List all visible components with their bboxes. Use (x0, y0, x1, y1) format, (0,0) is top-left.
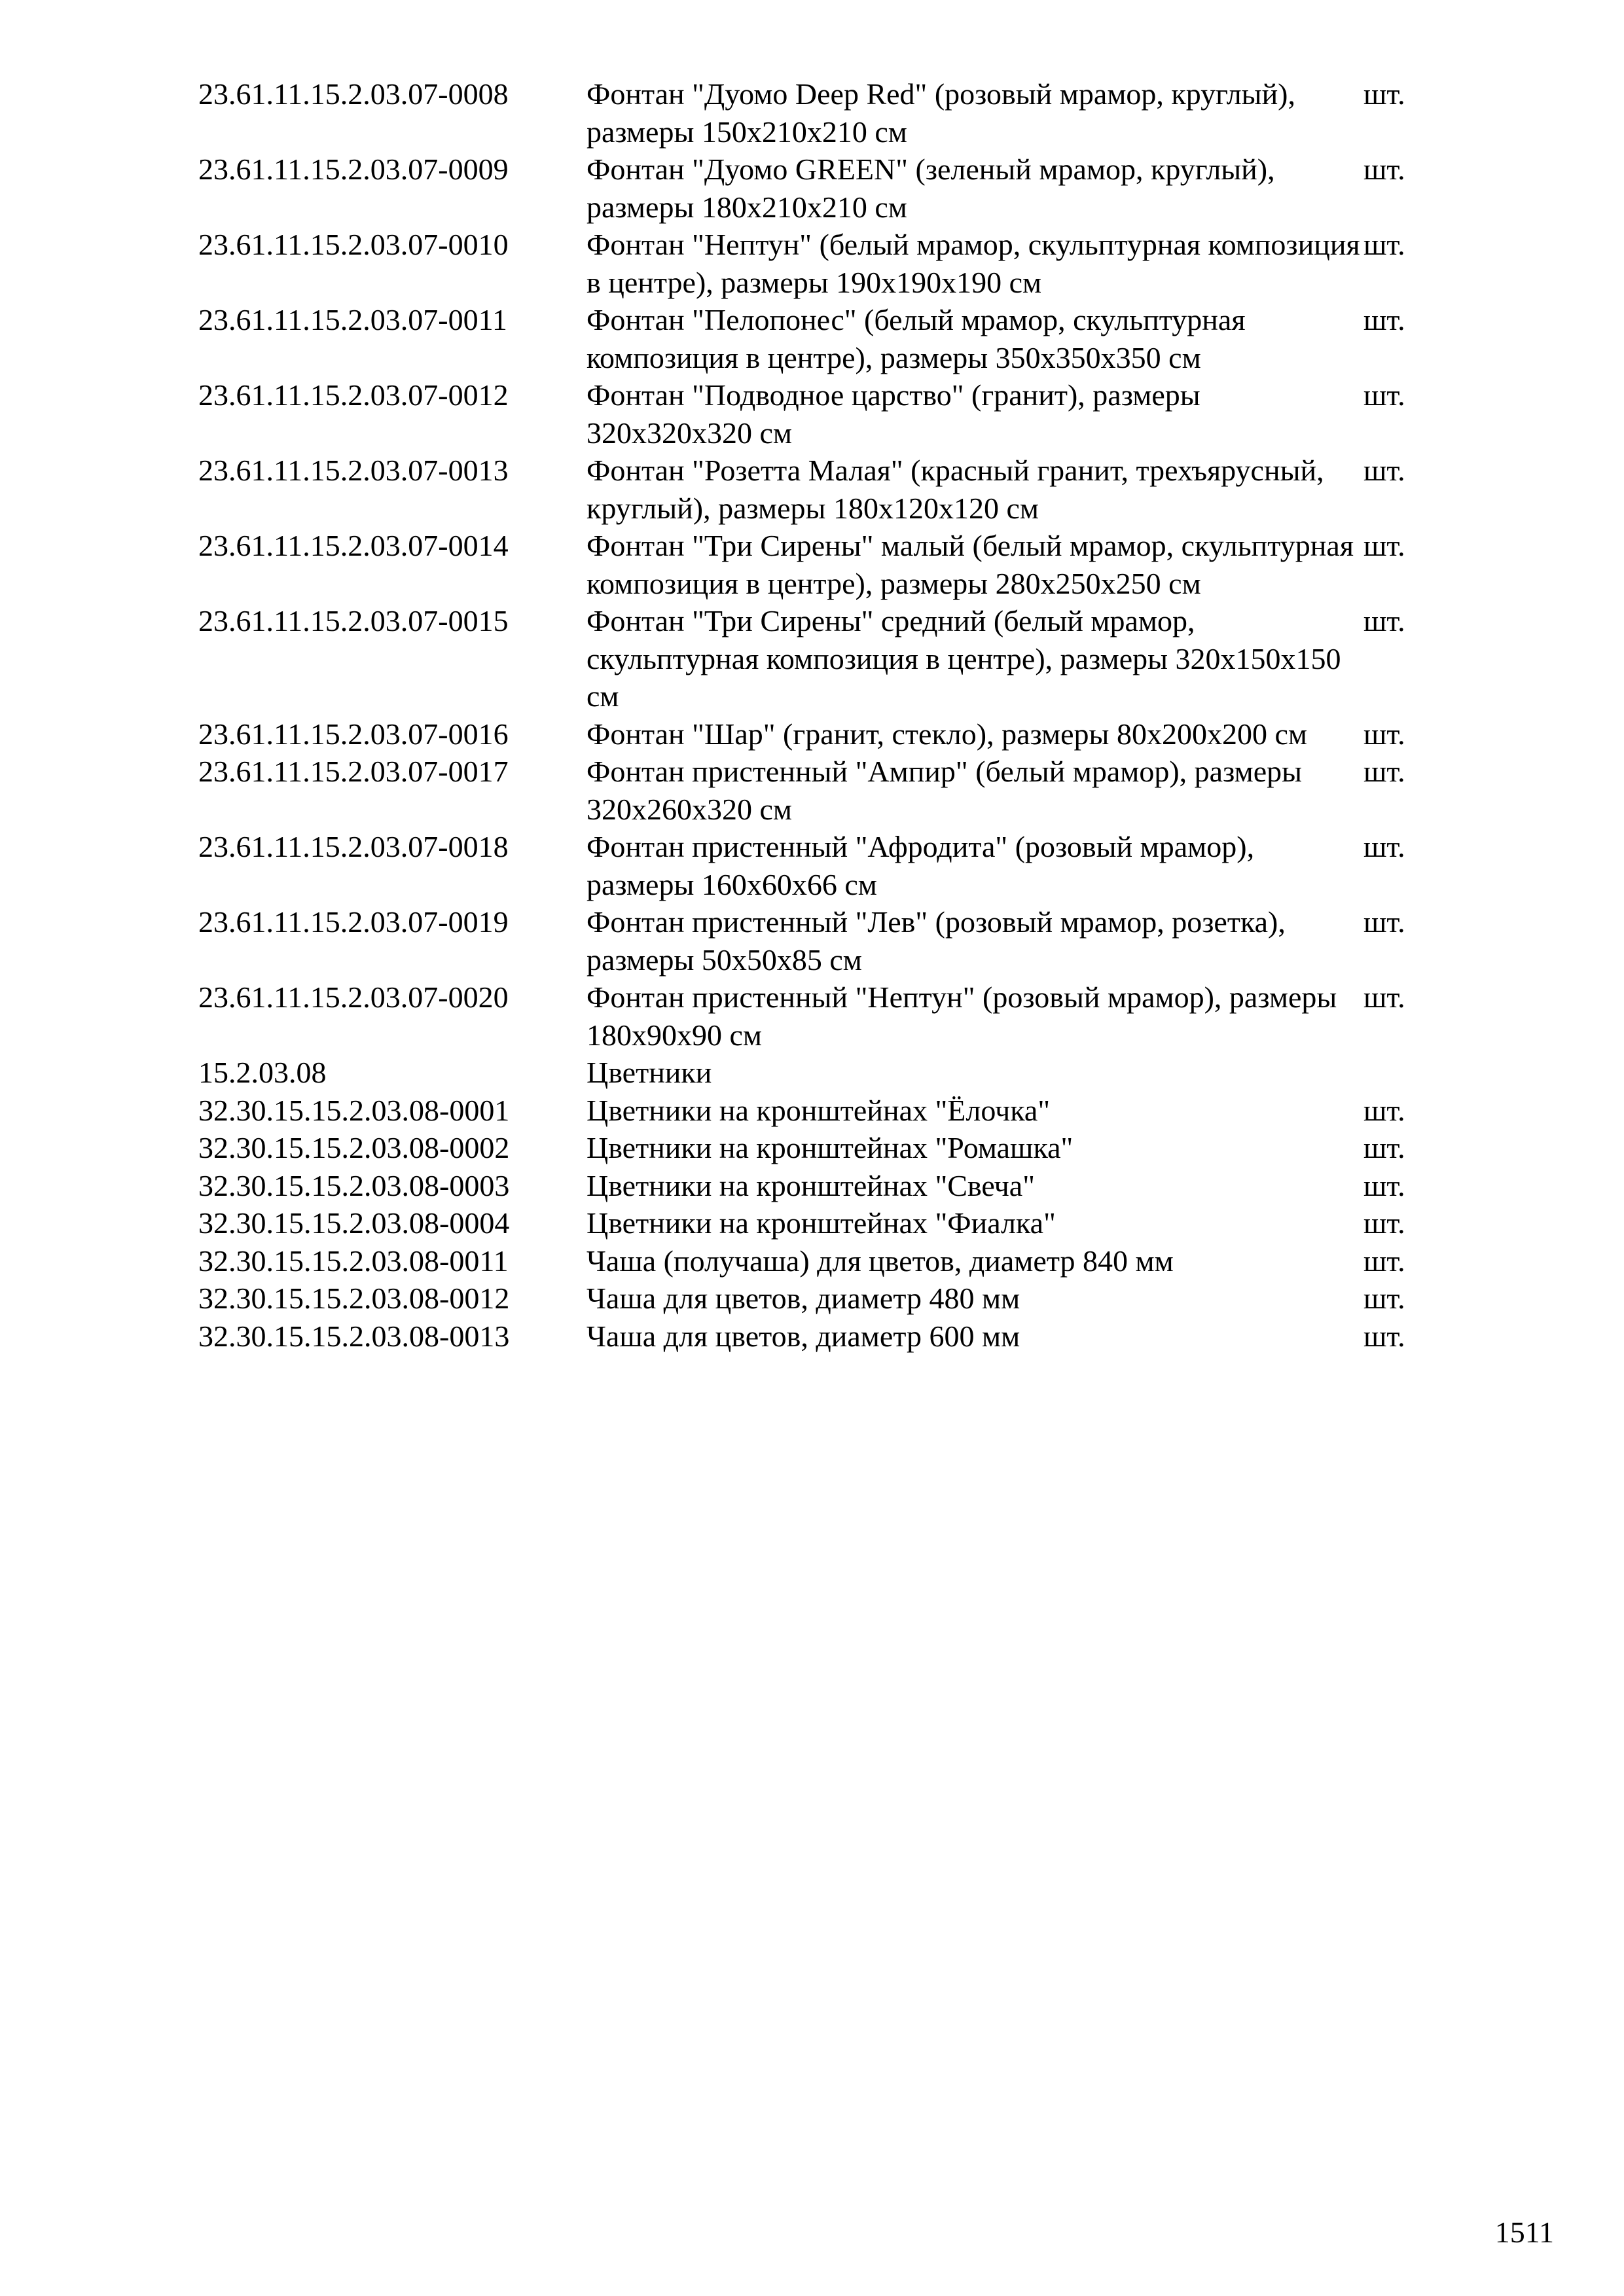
item-unit: шт. (1363, 1319, 1405, 1353)
table-row (198, 452, 1442, 527)
table-row (198, 715, 1442, 753)
item-name: Фонтан пристенный "Афродита" (розовый мрамор), размеры 160х60х66 см (586, 830, 1255, 901)
item-name: Фонтан "Дуомо GREEN" (зеленый мрамор, круглый), размеры 180х210х210 см (586, 152, 1275, 224)
item-unit: шт. (1363, 454, 1405, 487)
item-unit: шт. (1363, 303, 1405, 336)
table-row (198, 151, 1442, 226)
item-name: Фонтан "Нептун" (белый мрамор, скульптурная композиция в центре), размеры 190х190х190 см (586, 228, 1360, 299)
item-code: 23.61.11.15.2.03.07-0019 (198, 905, 509, 939)
item-name: Чаша для цветов, диаметр 600 мм (586, 1319, 1020, 1353)
item-name: Фонтан "Пелопонес" (белый мрамор, скульптурная композиция в центре), размеры 350х350х350 см (586, 303, 1246, 374)
table-row (198, 301, 1442, 376)
item-unit: шт. (1363, 1282, 1405, 1315)
item-code: 23.61.11.15.2.03.07-0012 (198, 378, 509, 412)
item-code: 23.61.11.15.2.03.07-0016 (198, 717, 509, 751)
section-code: 15.2.03.08 (198, 1056, 327, 1089)
item-unit: шт. (1363, 1093, 1405, 1127)
page-number: 1511 (1494, 2215, 1554, 2249)
item-name: Фонтан "Три Сирены" средний (белый мрамор, скульптурная композиция в центре), размеры 320х150х150 см (586, 604, 1341, 713)
item-unit: шт. (1363, 77, 1405, 111)
item-code: 23.61.11.15.2.03.07-0013 (198, 454, 509, 487)
item-code: 23.61.11.15.2.03.07-0014 (198, 529, 509, 562)
table-row (198, 753, 1442, 828)
item-unit: шт. (1363, 980, 1405, 1014)
item-name: Чаша (получаша) для цветов, диаметр 840 мм (586, 1244, 1174, 1278)
table-row (198, 527, 1442, 602)
item-name: Фонтан "Шар" (гранит, стекло), размеры 80х200х200 см (586, 717, 1307, 751)
table-row (198, 828, 1442, 903)
item-name: Фонтан пристенный "Лев" (розовый мрамор, розетка), размеры 50х50х85 см (586, 905, 1286, 977)
item-name: Фонтан пристенный "Нептун" (розовый мрамор), размеры 180х90х90 см (586, 980, 1337, 1052)
item-code: 23.61.11.15.2.03.07-0008 (198, 77, 509, 111)
item-unit: шт. (1363, 378, 1405, 412)
item-code: 32.30.15.15.2.03.08-0012 (198, 1282, 510, 1315)
item-code: 32.30.15.15.2.03.08-0003 (198, 1168, 510, 1202)
price-list-table (198, 75, 1442, 1355)
item-name: Фонтан "Розетта Малая" (красный гранит, трехъярусный, круглый), размеры 180х120х120 см (586, 454, 1324, 525)
item-code: 32.30.15.15.2.03.08-0002 (198, 1131, 510, 1164)
item-name: Фонтан "Три Сирены" малый (белый мрамор, скульптурная композиция в центре), размеры 280х250х250 см (586, 529, 1354, 600)
item-code: 23.61.11.15.2.03.07-0018 (198, 830, 509, 863)
item-unit: шт. (1363, 152, 1405, 186)
item-name: Цветники на кронштейнах "Фиалка" (586, 1206, 1056, 1240)
item-name: Чаша для цветов, диаметр 480 мм (586, 1282, 1020, 1315)
table-row (198, 1167, 1442, 1205)
item-code: 23.61.11.15.2.03.07-0015 (198, 604, 509, 637)
section-header-row (198, 1054, 1442, 1092)
item-code: 32.30.15.15.2.03.08-0004 (198, 1206, 510, 1240)
item-name: Цветники на кронштейнах "Свеча" (586, 1168, 1035, 1202)
item-name: Фонтан "Подводное царство" (гранит), размеры 320х320х320 см (586, 378, 1200, 450)
item-code: 23.61.11.15.2.03.07-0011 (198, 303, 507, 336)
table-row (198, 903, 1442, 978)
table-row (198, 226, 1442, 301)
item-unit: шт. (1363, 1168, 1405, 1202)
item-code: 23.61.11.15.2.03.07-0010 (198, 228, 509, 261)
item-code: 23.61.11.15.2.03.07-0020 (198, 980, 509, 1014)
table-row (198, 75, 1442, 151)
table-row (198, 602, 1442, 715)
item-name: Фонтан "Дуомо Deep Red" (розовый мрамор, круглый), размеры 150х210х210 см (586, 77, 1295, 149)
section-title: Цветники (586, 1056, 712, 1089)
item-code: 32.30.15.15.2.03.08-0013 (198, 1319, 510, 1353)
item-unit: шт. (1363, 830, 1405, 863)
item-name: Цветники на кронштейнах "Ромашка" (586, 1131, 1074, 1164)
table-row (198, 1129, 1442, 1167)
item-name: Цветники на кронштейнах "Ёлочка" (586, 1093, 1051, 1127)
item-code: 23.61.11.15.2.03.07-0017 (198, 755, 509, 788)
item-unit: шт. (1363, 529, 1405, 562)
item-name: Фонтан пристенный "Ампир" (белый мрамор), размеры 320х260х320 см (586, 755, 1303, 826)
table-row (198, 1280, 1442, 1318)
item-unit: шт. (1363, 717, 1405, 751)
table-row (198, 1092, 1442, 1130)
table-row (198, 1242, 1442, 1280)
table-row (198, 376, 1442, 452)
item-unit: шт. (1363, 1244, 1405, 1278)
item-unit: шт. (1363, 1206, 1405, 1240)
item-unit: шт. (1363, 604, 1405, 637)
item-code: 23.61.11.15.2.03.07-0009 (198, 152, 509, 186)
item-unit: шт. (1363, 905, 1405, 939)
table-row (198, 1318, 1442, 1355)
item-unit: шт. (1363, 1131, 1405, 1164)
item-code: 32.30.15.15.2.03.08-0001 (198, 1093, 510, 1127)
item-unit: шт. (1363, 228, 1405, 261)
item-unit: шт. (1363, 755, 1405, 788)
table-row (198, 978, 1442, 1054)
item-code: 32.30.15.15.2.03.08-0011 (198, 1244, 509, 1278)
table-row (198, 1204, 1442, 1242)
